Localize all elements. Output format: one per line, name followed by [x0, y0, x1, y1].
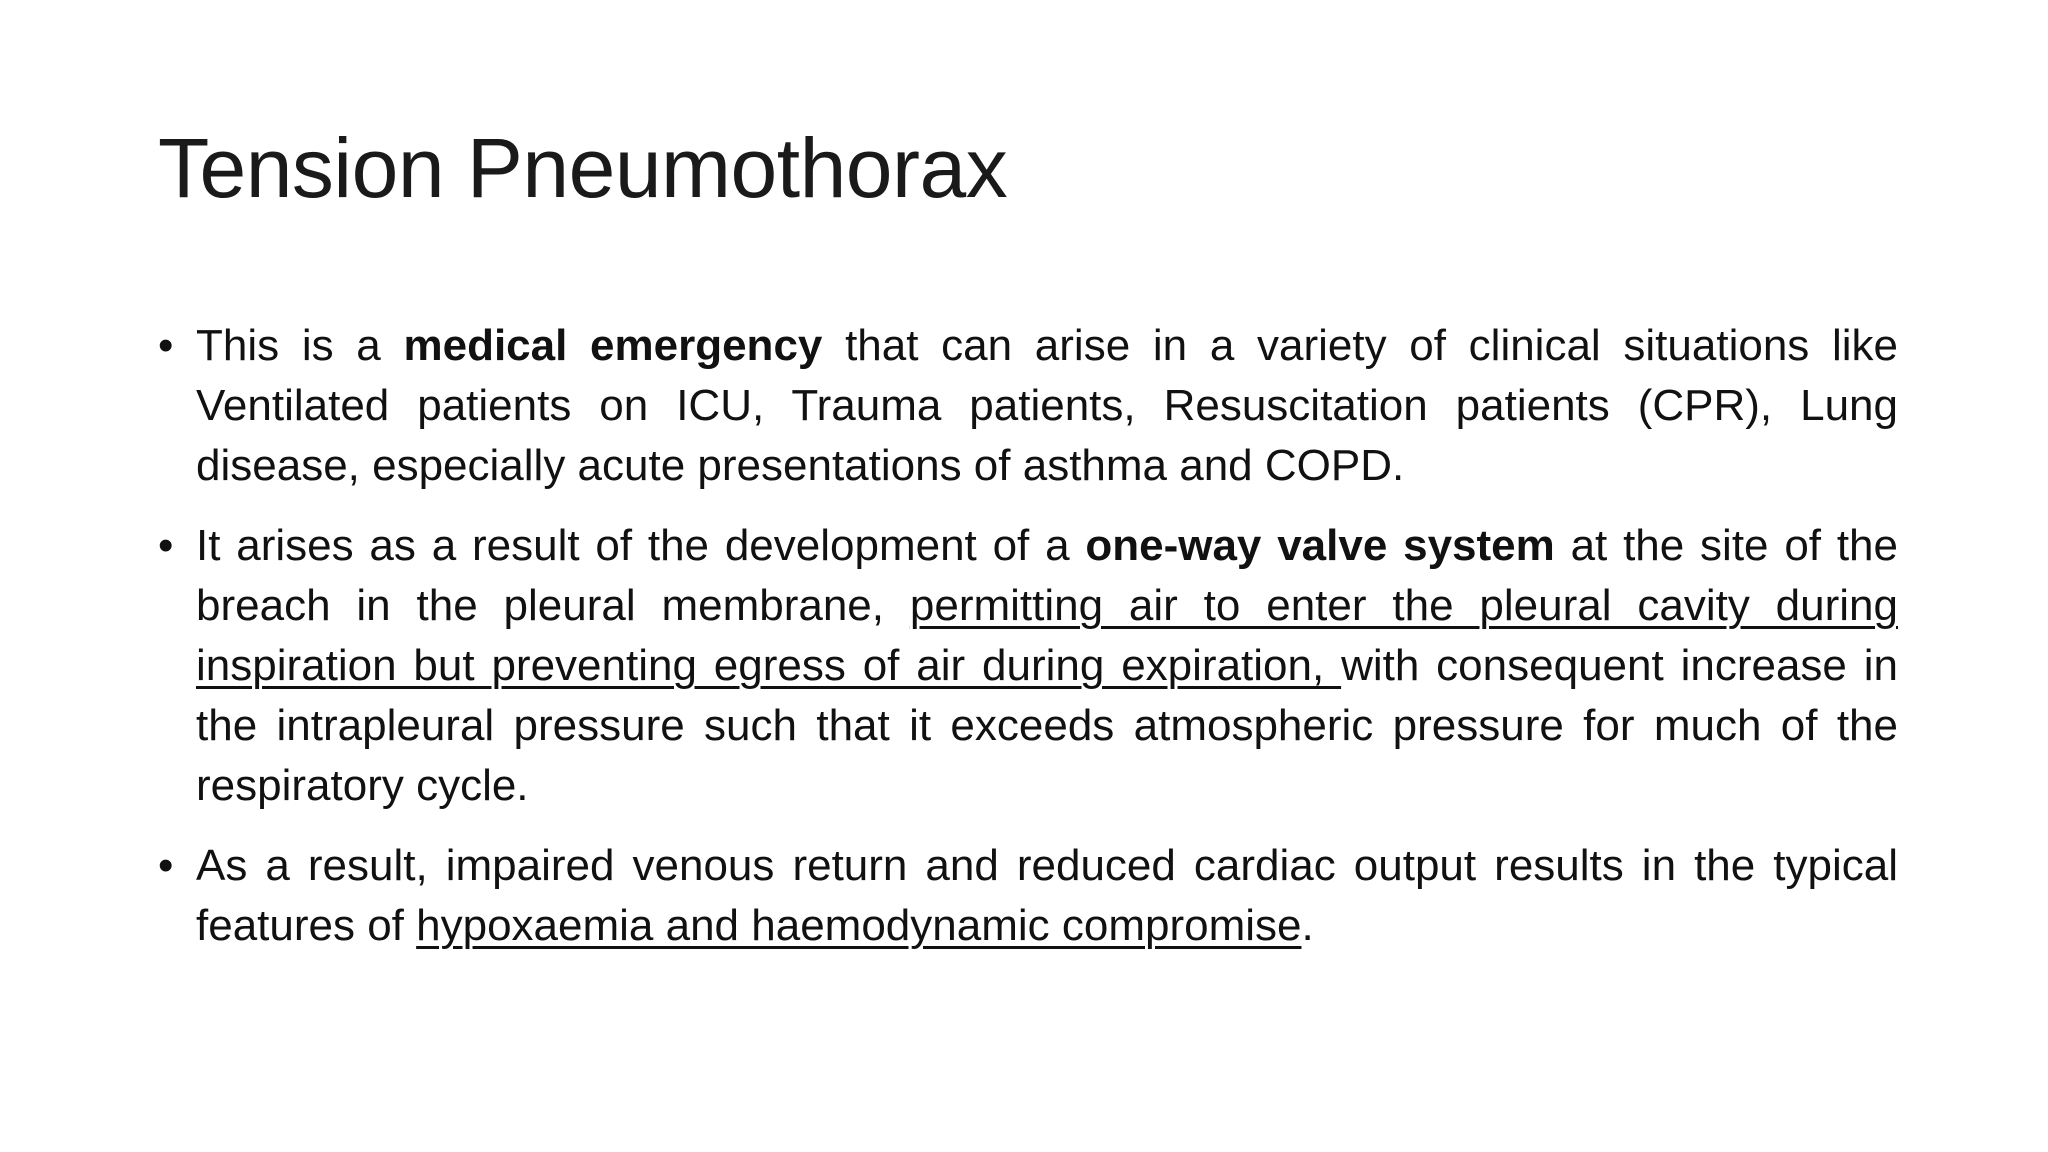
bullet-2-pre: It arises as a result of the development of a	[196, 521, 1086, 570]
bullet-dot-icon: •	[158, 521, 174, 570]
bullet-dot-icon: •	[158, 321, 174, 370]
bullet-1-pre: This is a	[196, 321, 404, 370]
bullet-1-post: that can arise in a variety of clinical situations like Ventilated patients on ICU, Trauma patients, Resuscitation patients (CPR), Lung disease, especially acute presentations of asthma and COPD.	[196, 321, 1899, 490]
bullet-item-2	[158, 516, 1898, 816]
bullet-2-underlined: permitting air to enter the pleural cavity during inspiration but preventing egress of air during expiration,	[196, 581, 1898, 690]
bullet-dot-icon: •	[158, 841, 174, 890]
bullet-text-2	[196, 516, 1898, 816]
bullet-text-1	[196, 316, 1898, 496]
bullet-list	[158, 316, 1898, 976]
bullet-text-3	[196, 836, 1898, 956]
bullet-2-mid: at the site of the breach in the pleural membrane,	[196, 521, 1898, 630]
bullet-3-post: .	[1301, 901, 1314, 950]
bullet-2-bold: one-way valve system	[1085, 521, 1555, 570]
bullet-3-pre: As a result, impaired venous return and reduced cardiac output results in the typical features of	[196, 841, 1898, 950]
bullet-2-post: with consequent increase in the intrapleural pressure such that it exceeds atmospheric pressure for much of the respiratory cycle.	[196, 641, 1898, 810]
slide-title: Tension Pneumothorax	[158, 121, 1008, 215]
bullet-item-1	[158, 316, 1898, 496]
bullet-3-underlined: hypoxaemia and haemodynamic compromise	[416, 901, 1302, 950]
bullet-item-3	[158, 836, 1898, 956]
bullet-1-bold: medical emergency	[403, 321, 823, 370]
